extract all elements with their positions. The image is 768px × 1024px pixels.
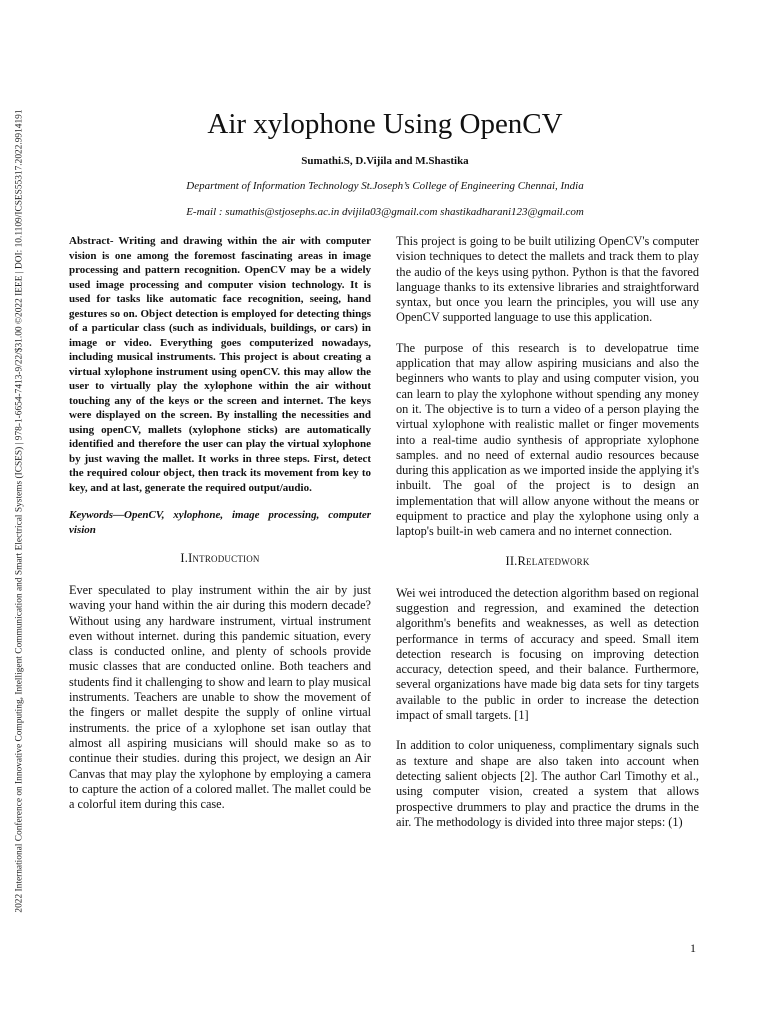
page-number: 1	[690, 941, 696, 955]
side-note-text: 2022 International Conference on Innovative Computing, Intelligent Communication and Smart Electrical Systems (ICSES) | 978-1-6654-7413-9/22/$31.00 ©2022 IEEE | DOI: 10.1109/ICSES55317.2022.9914191	[15, 109, 25, 913]
paper-title: Air xylophone Using OpenCV	[207, 108, 563, 140]
author-emails: E-mail : sumathis@stjosephs.ac.in dvijila03@gmail.com shastikadharani123@gmail.com	[186, 206, 584, 218]
right-paragraph-2: The purpose of this research is to developatrue time application that may allow aspiring musicians and also the beginners who wants to play and using computer vision, you can learn to play the xylophone without spending any money on it. The objective is to turn a video of a person playing the virtual xylophone with realistic mallet or finger movements into a real-time audio synthesis of appropriate xylophone samples. and no need of external audio resources because during this application as we imported inside the applying it's inbuilt. The goal of the project is to design an implementation that will allow anyone without the means or equipment to practice and play the xylophone using only a laptop's built-in web camera and no internet connection.	[396, 340, 699, 539]
keywords: Keywords—OpenCV, xylophone, image processing, computer vision	[69, 509, 371, 536]
section-number: II.	[505, 553, 518, 568]
conference-side-note	[10, 96, 30, 926]
introduction-paragraph: Ever speculated to play instrument within the air by just waving your hand within the air during this modern decade? Without using any hardware instrument, virtual instrument even without internet. during this pandemic situation, every class is conducted online, and plenty of schools provide music classes that are conducted online. Both teachers and students find it challenging to show and learn to play musical instruments. Teachers are unable to show the movement of the fingers or mallet despite the supply of online virtual instruments. the price of a xylophone set isan outlay that almost all aspiring musicians will should make so as to continue their studies. during this project, we design an Air Canvas that may play the xylophone by employing a camera to capture the action of a colored mallet. The mallet could be a colorful item during this case.	[69, 583, 371, 812]
paper-authors: Sumathi.S, D.Vijila and M.Shastika	[301, 155, 469, 167]
right-column	[396, 234, 699, 830]
section-heading-introduction	[69, 551, 371, 566]
section-number: I.	[180, 551, 189, 565]
related-work-paragraph-2: In addition to color uniqueness, complimentary signals such as texture and shape are also taken into account when detecting salient objects [2]. The author Carl Timothy et al., using computer vision, created a system that allows prospective drummers to play and practice the drums in the air. The methodology is divided into three major steps: (1)	[396, 738, 699, 829]
section-title: Introduction	[188, 551, 260, 565]
author-affiliation: Department of Information Technology St.Joseph’s College of Engineering Chennai, India	[186, 180, 584, 192]
abstract: Abstract- Writing and drawing within the air with computer vision is one among the foremost fascinating areas in image processing and pattern recognition. OpenCV may be a widely used image processing and computer vision technology. It is used for tasks like automatic face recognition, seeing, hand gestures so on. Object detection is employed for detecting things of a particular class (such as individuals, buildings, or cars) in image or video. Everything goes computerized nowadays, including musical instruments. This project is about creating a virtual xylophone instrument using openCV. this may allow the user to virtually play the xylophone within the air without touching any of the keys or the screen and internet. The keys were displayed on the screen. By installing the necessities and using openCV, mallets (xylophone sticks) are automatically identified and therefore the user can play the virtual xylophone by just waving the mallet. It works in three steps. First, detect the required colour object, then track its movement from key to key, and at last, generate the required output/audio.	[69, 235, 371, 494]
section-title: Relatedwork	[517, 553, 590, 568]
right-paragraph-1: This project is going to be built utilizing OpenCV's computer vision techniques to detect the mallets and track them to play the audio of the keys using python. Python is that the favored language thanks to its extensive libraries and straightforward syntax, but once you learn the principles, you will use any OpenCV supported language to use this application.	[396, 234, 699, 325]
section-heading-related-work	[396, 554, 699, 569]
left-column	[69, 234, 371, 812]
related-work-paragraph-1: Wei wei introduced the detection algorithm based on regional suggestion and regression, and examined the detection algorithm's benefits and weaknesses, as well as detection performance in terms of accuracy and speed. Small item detection research is focusing on improving detection accuracy, detection speed, and their balance. Furthermore, several organizations have made big data sets for tiny targets available to the public in order to increase the detection impact of small targets. [1]	[396, 585, 699, 723]
